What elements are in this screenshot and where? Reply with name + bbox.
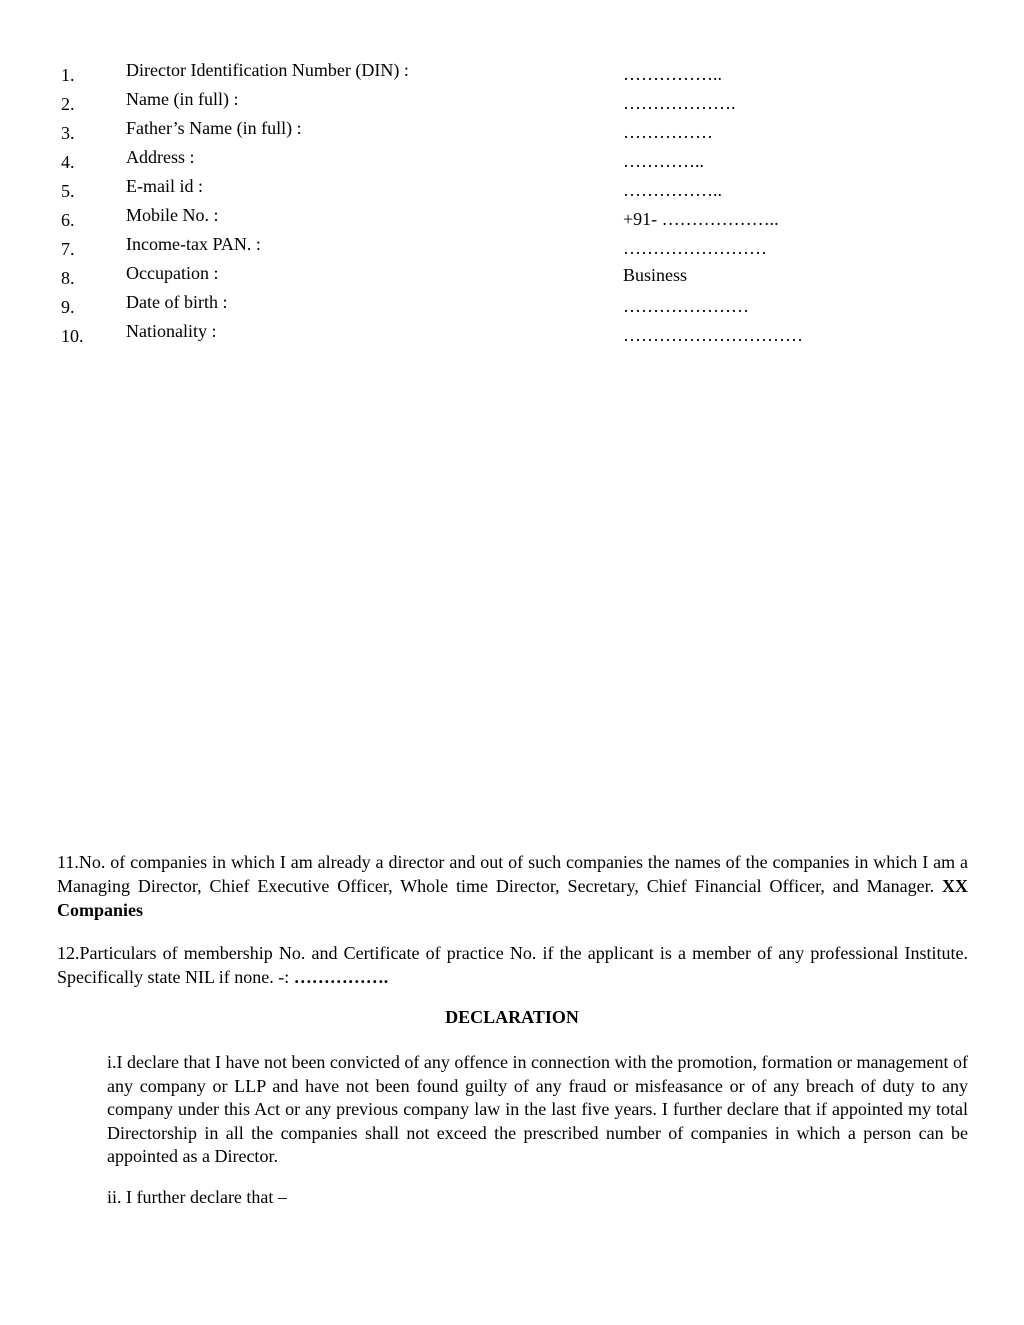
detail-row-address <box>0 147 1024 176</box>
detail-label: Director Identification Number (DIN) : <box>126 60 409 80</box>
detail-number: 3. <box>61 123 75 143</box>
detail-number: 4. <box>61 152 75 172</box>
declaration-point-2: ii. I further declare that – <box>107 1187 287 1207</box>
detail-number: 7. <box>61 239 75 259</box>
detail-value: ………………………… <box>623 325 803 345</box>
detail-number: 1. <box>61 65 75 85</box>
item-11-paragraph <box>57 850 968 922</box>
detail-row-father-name <box>0 118 1024 147</box>
detail-number: 2. <box>61 94 75 114</box>
detail-label: Income-tax PAN. : <box>126 234 261 254</box>
detail-row-din <box>0 60 1024 89</box>
detail-value: ………….. <box>623 151 704 171</box>
item-11-companies-count: XX Companies <box>57 876 968 920</box>
detail-label: Occupation : <box>126 263 219 283</box>
detail-number: 9. <box>61 297 75 317</box>
detail-value: Business <box>623 265 688 285</box>
detail-label: Name (in full) : <box>126 89 239 109</box>
detail-row-email <box>0 176 1024 205</box>
item-11-text: 11.No. of companies in which I am already a director and out of such companies the names of the companies in which I am a Managing Director, Chief Executive Officer, Whole time Director, Secretary, Chief Financial Officer, and Manager. <box>57 852 968 896</box>
director-details-list <box>0 60 1024 350</box>
detail-number: 10. <box>61 326 84 346</box>
item-12-membership-blank: ……………. <box>293 967 389 987</box>
detail-row-date-of-birth <box>0 292 1024 321</box>
detail-number: 8. <box>61 268 75 288</box>
detail-value: …………… <box>623 122 713 142</box>
detail-row-occupation <box>0 263 1024 292</box>
detail-label: Address : <box>126 147 195 167</box>
declaration-heading: DECLARATION <box>445 1007 579 1027</box>
item-12-text: 12.Particulars of membership No. and Certificate of practice No. if the applicant is a member of any professional Institute. Specifically state NIL if none. -: <box>57 943 968 987</box>
detail-row-nationality <box>0 321 1024 350</box>
detail-value: ………………… <box>623 296 749 316</box>
detail-row-name <box>0 89 1024 118</box>
detail-value: …………….. <box>623 180 722 200</box>
item-12-paragraph <box>57 941 968 989</box>
detail-value: …………….. <box>623 64 722 84</box>
detail-value: ………………. <box>623 93 736 113</box>
detail-label: Mobile No. : <box>126 205 219 225</box>
detail-row-pan <box>0 234 1024 263</box>
detail-label: Nationality : <box>126 321 217 341</box>
detail-number: 6. <box>61 210 75 230</box>
declaration-point-1: i.I declare that I have not been convicted of any offence in connection with the promotion, formation or management of any company or LLP and have not been found guilty of any fraud or misfeasance or of any breach of duty to any company under this Act or any previous company law in the last five years. I further declare that if appointed my total Directorship in all the companies shall not exceed the prescribed number of companies in which a person can be appointed as a Director. <box>107 1052 968 1167</box>
detail-value: +91- ……………….. <box>623 209 779 229</box>
detail-value: …………………… <box>623 238 767 258</box>
detail-label: E-mail id : <box>126 176 203 196</box>
detail-number: 5. <box>61 181 75 201</box>
detail-label: Date of birth : <box>126 292 228 312</box>
detail-row-mobile <box>0 205 1024 234</box>
detail-label: Father’s Name (in full) : <box>126 118 302 138</box>
